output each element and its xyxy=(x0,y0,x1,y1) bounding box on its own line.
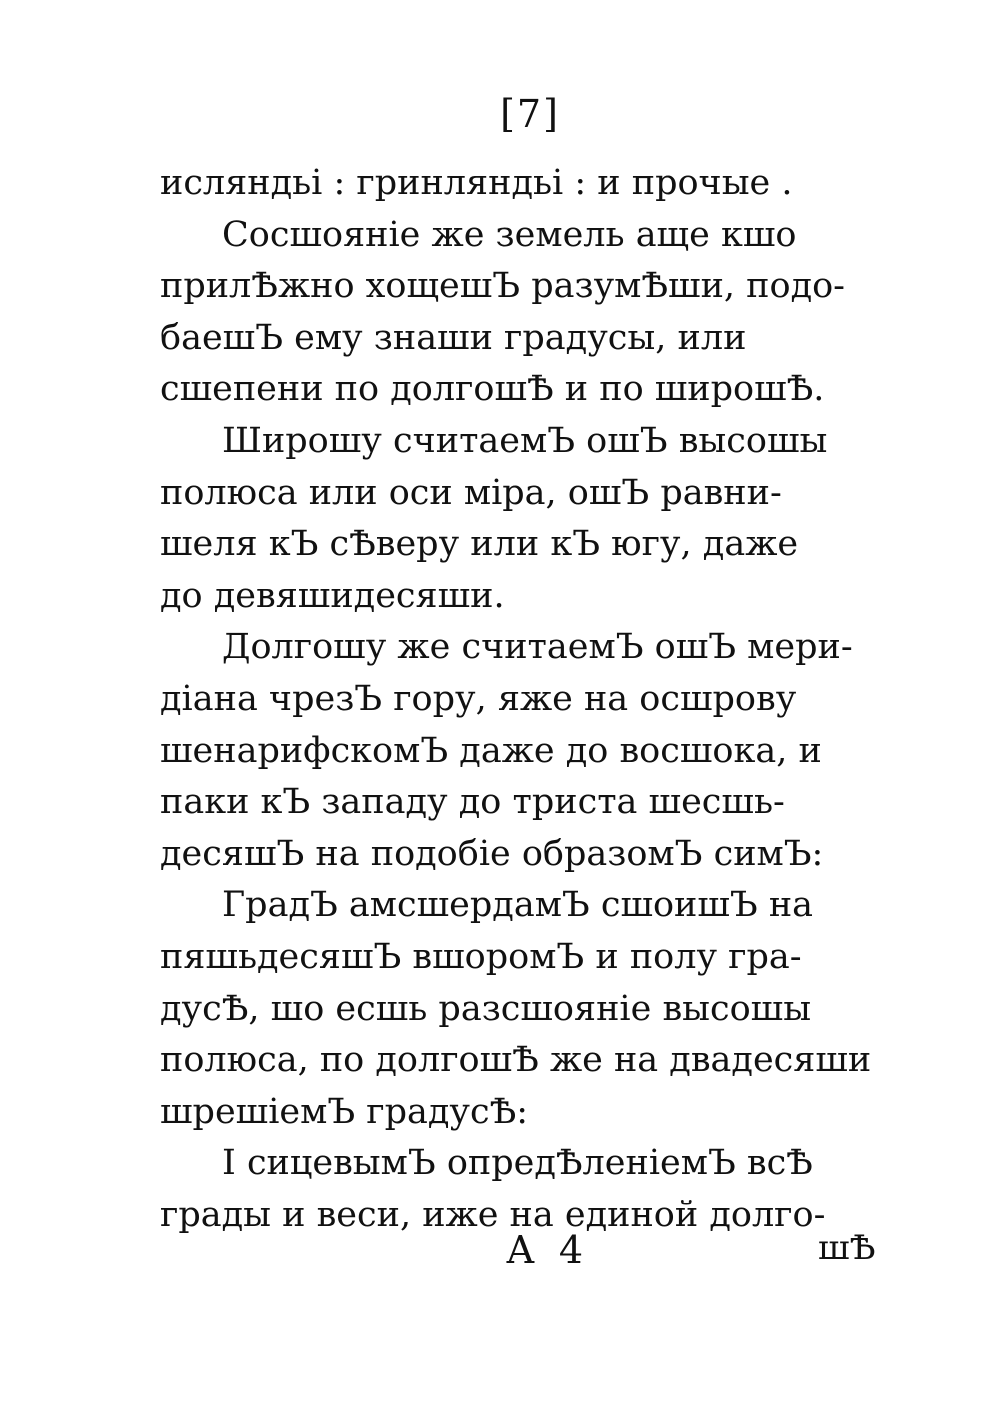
text-line: шеля кЪ сѢверу или кЪ югу, даже xyxy=(160,524,799,565)
text-line: исляндьі : гринляндьі : и прочые . xyxy=(160,163,793,203)
signature-mark: А 4 xyxy=(506,1228,590,1272)
text-line: паки кЪ западу до триста шесшь- xyxy=(160,782,785,823)
text-line: полюса или оси міра, ошЪ равни- xyxy=(160,472,782,513)
text-line: сшепени по долгошѢ и по широшѢ. xyxy=(160,369,825,410)
text-line: ГрадЪ амсшердамЪ сшоишЪ на xyxy=(222,885,814,926)
text-line: баешЪ ему знаши градусы, или xyxy=(160,317,747,358)
text-line: дусѢ, шо есшь разсшояніе высошы xyxy=(160,988,812,1029)
text-line: пяшьдесяшЪ вшоромЪ и полу гра- xyxy=(160,936,802,977)
text-line: до девяшидесяши. xyxy=(160,575,505,616)
text-line: Долгошу же считаемЪ ошЪ мери- xyxy=(222,627,853,668)
text-line: шенарифскомЪ даже до восшока, и xyxy=(160,730,822,771)
text-line: грады и веси, иже на единой долго- xyxy=(160,1194,826,1235)
text-line: І сицевымЪ опредѢленіемЪ всѢ xyxy=(222,1143,813,1184)
text-line: десяшЪ на подобіе образомЪ симЪ: xyxy=(160,833,824,874)
text-line: Сосшояніе же земель аще кшо xyxy=(222,214,797,255)
text-line: прилѢжно хощешЪ разумѢши, подо- xyxy=(160,266,846,307)
text-line: Широшу считаемЪ ошЪ высошы xyxy=(222,420,828,461)
catchword: шѢ xyxy=(818,1228,876,1268)
body-text xyxy=(160,158,890,1241)
text-line: шрешіемЪ градусѢ: xyxy=(160,1091,529,1132)
text-line: діана чрезЪ гору, яже на осшрову xyxy=(160,678,797,719)
text-line: полюса, по долгошѢ же на двадесяши xyxy=(160,1040,872,1081)
page-number: [7] xyxy=(500,92,560,136)
